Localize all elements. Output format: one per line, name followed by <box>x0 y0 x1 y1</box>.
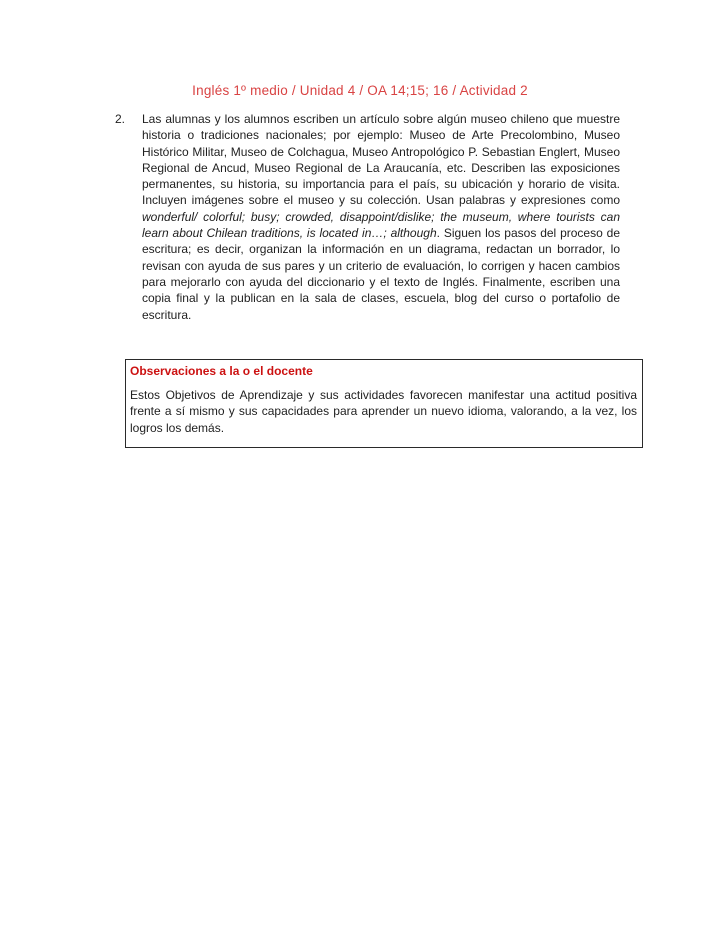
activity-paragraph: Las alumnas y los alumnos escriben un artículo sobre algún museo chileno que muestre historia o tradiciones nacionales; por ejemplo: Museo de Arte Precolombino, Museo Histórico Militar, Museo de Colchagua, Museo Antropológico P. Sebastian Englert, Museo Regional de Ancud, Museo Regional de La Araucanía, etc. Describen las exposiciones permanentes, su historia, su importancia para el país, su ubicación y horario de visita. Incluyen imágenes sobre el museo y su colección. Usan palabras y expresiones como wonderful/ colorful; busy; crowded, disappoint/dislike; the museum, where tourists can learn about Chilean traditions, is located in…; although. Siguen los pasos del proceso de escritura; es decir, organizan la información en un diagrama, redactan un borrador, lo revisan con ayuda de sus pares y un criterio de evaluación, lo corrigen y hacen cambios para mejorarlo con ayuda del diccionario y el texto de Inglés. Finalmente, escriben una copia final y la publican en la sala de clases, escuela, blog del curso o portafolio de escritura. <box>142 112 620 322</box>
teacher-note-box <box>125 359 643 448</box>
note-box-body: Estos Objetivos de Aprendizaje y sus actividades favorecen manifestar una actitud positiva frente a sí mismo y sus capacidades para aprender un nuevo idioma, valorando, a la vez, los logros los demás. <box>130 388 637 435</box>
activity-number: 2. <box>115 112 126 126</box>
page-title: Inglés 1º medio / Unidad 4 / OA 14;15; 16 / Actividad 2 <box>192 83 528 98</box>
note-box-header: Observaciones a la o el docente <box>130 364 313 378</box>
activity-item <box>115 111 620 323</box>
